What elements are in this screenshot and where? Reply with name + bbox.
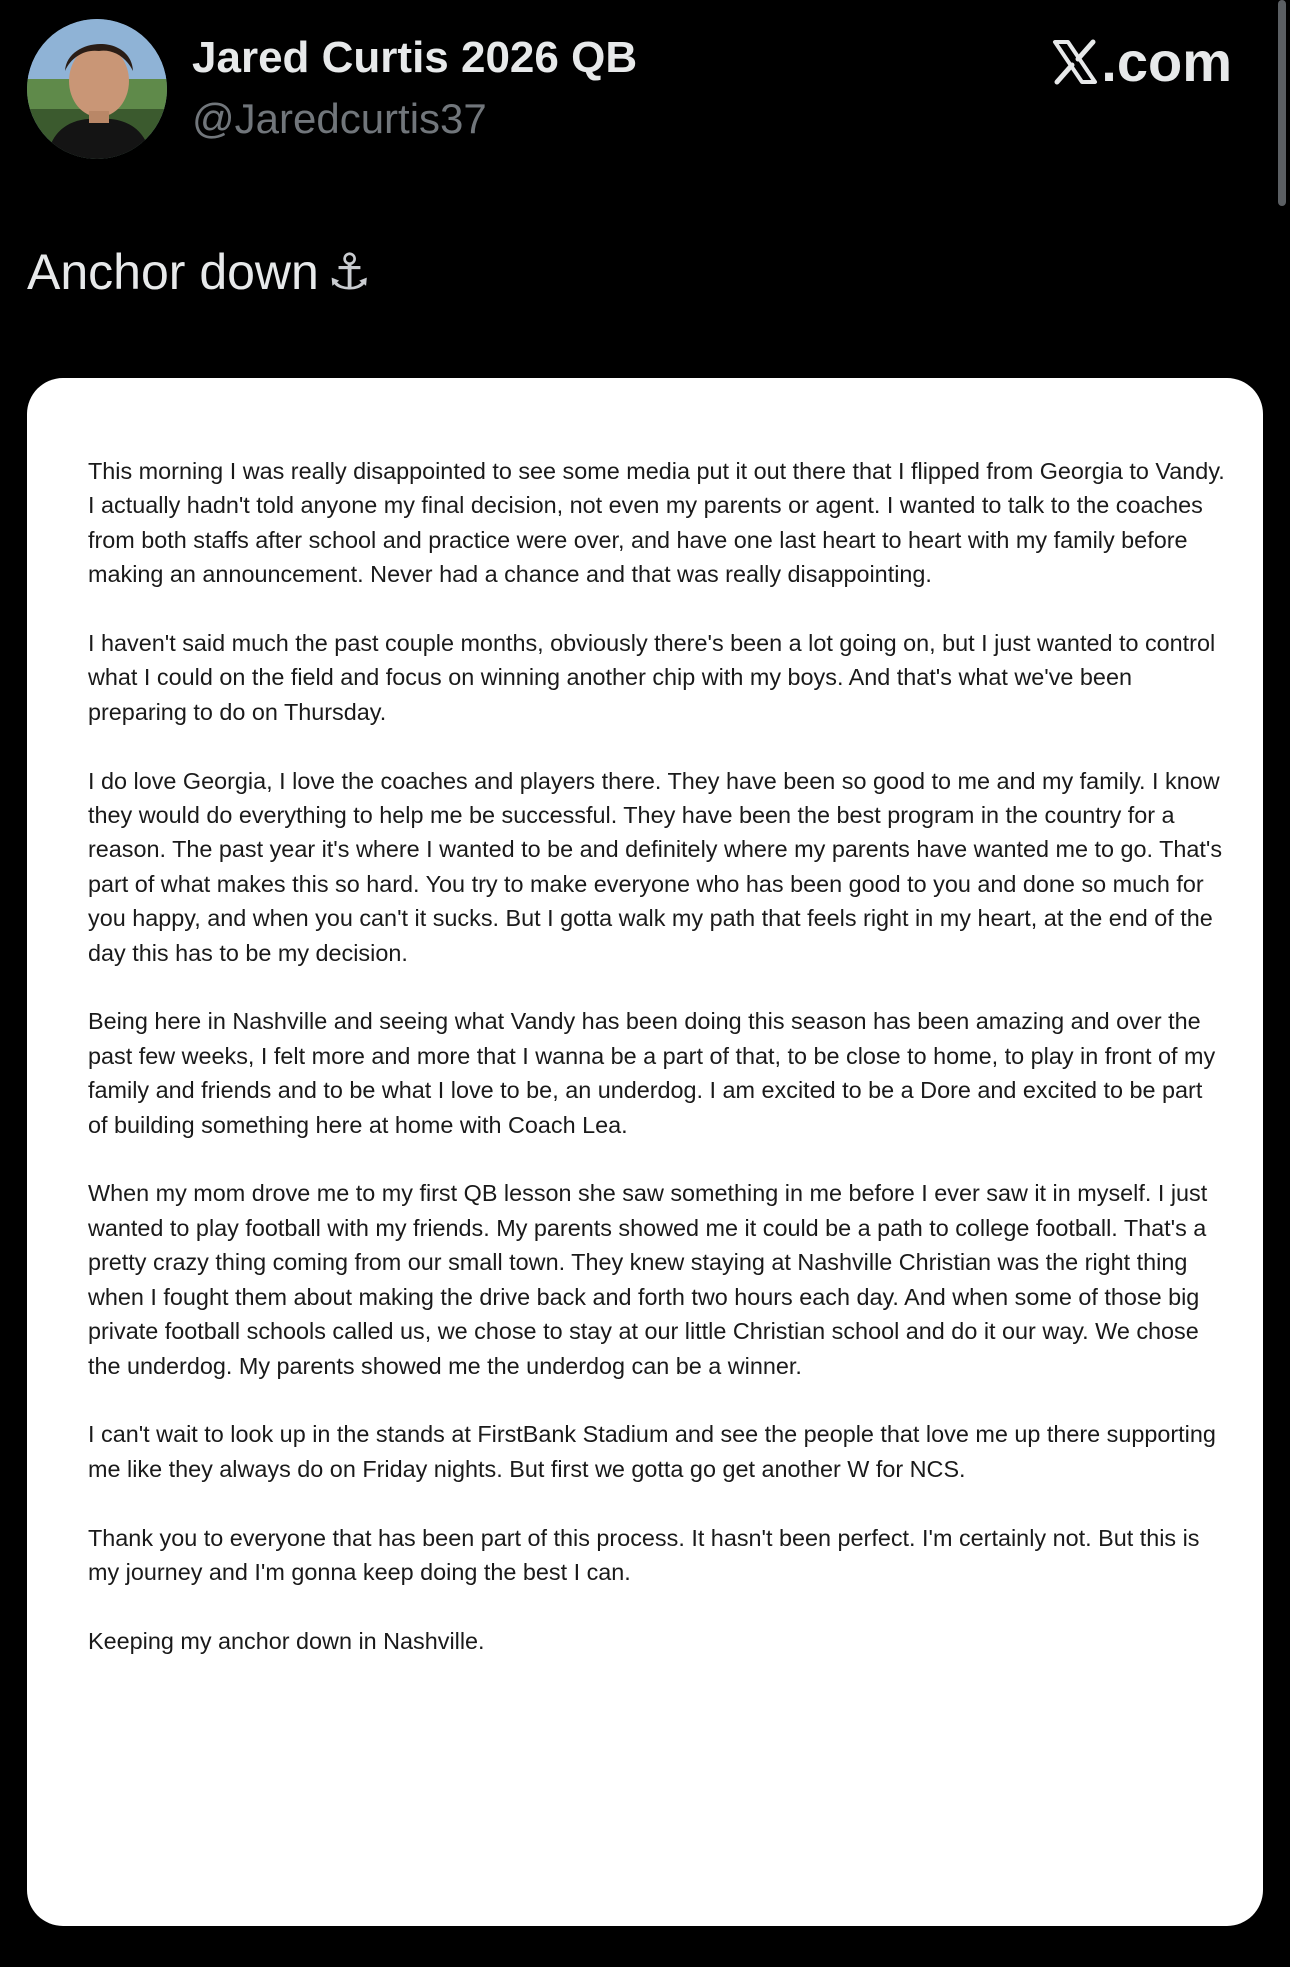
tweet-text <box>27 240 372 304</box>
author-handle[interactable]: @Jaredcurtis37 <box>192 95 487 142</box>
x-logo-icon <box>1051 38 1099 86</box>
statement-paragraph: Being here in Nashville and seeing what Vandy has been doing this season has been amazing and over the past few weeks, I felt more and more that I wanna be a part of that, to be close to home, to play in front of my family and friends and to be what I love to be, an underdog. I am excited to be a Dore and excited to be part of building something here at home with Coach Lea. <box>88 1008 1216 1138</box>
statement-paragraph: This morning I was really disappointed to see some media put it out there that I flipped from Georgia to Vandy. I actually hadn't told anyone my final decision, not even my parents or agent. I wanted to talk to the coaches from both staffs after school and practice were over, and have one last heart to heart with my family before making an announcement. Never had a chance and that was really disappointing. <box>88 458 1225 588</box>
author-display-name[interactable]: Jared Curtis 2026 QB <box>192 33 638 82</box>
statement-paragraph: I can't wait to look up in the stands at FirstBank Stadium and see the people that love me up there supporting me like they always do on Friday nights. But first we gotta go get another W for NCS. <box>88 1421 1216 1482</box>
scrollbar-thumb[interactable] <box>1278 0 1286 206</box>
statement-paragraph: I haven't said much the past couple months, obviously there's been a lot going on, but I just wanted to control what I could on the field and focus on winning another chip with my boys. And that's what we've been preparing to do on Thursday. <box>88 630 1216 725</box>
tweet-body: Anchor down <box>27 244 319 300</box>
author-avatar[interactable] <box>27 19 167 159</box>
statement-paragraph: I do love Georgia, I love the coaches and players there. They have been so good to me and my family. I know they would do everything to help me be successful. They have been the best program in the country for a reason. The past year it's where I wanted to be and definitely where my parents have wanted me to go. That's part of what makes this so hard. You try to make everyone who has been good to you and done so much for you happy, and when you can't it sucks. But I gotta walk my path that feels right in my heart, at the end of the day this has to be my decision. <box>88 767 1223 966</box>
statement-document <box>88 454 1228 1693</box>
statement-image[interactable] <box>27 378 1263 1926</box>
anchor-emoji-icon: ⚓ <box>326 243 372 301</box>
x-com-brand[interactable] <box>1051 30 1232 94</box>
statement-paragraph: Thank you to everyone that has been part of this process. It hasn't been perfect. I'm certainly not. But this is my journey and I'm gonna keep doing the best I can. <box>88 1524 1200 1585</box>
profile-photo-icon <box>27 19 167 159</box>
statement-paragraph: Keeping my anchor down in Nashville. <box>88 1627 485 1654</box>
brand-label: .com <box>1101 30 1232 93</box>
statement-paragraph: When my mom drove me to my first QB lesson she saw something in me before I ever saw it in myself. I just wanted to play football with my friends. My parents showed me it could be a path to college football. That's a pretty crazy thing coming from our small town. They knew staying at Nashville Christian was the right thing when I fought them about making the drive back and forth two hours each day. And when some of those big private football schools called us, we chose to stay at our little Christian school and do it our way. We chose the underdog. My parents showed me the underdog can be a winner. <box>88 1180 1208 1379</box>
tweet-header <box>0 0 1290 180</box>
